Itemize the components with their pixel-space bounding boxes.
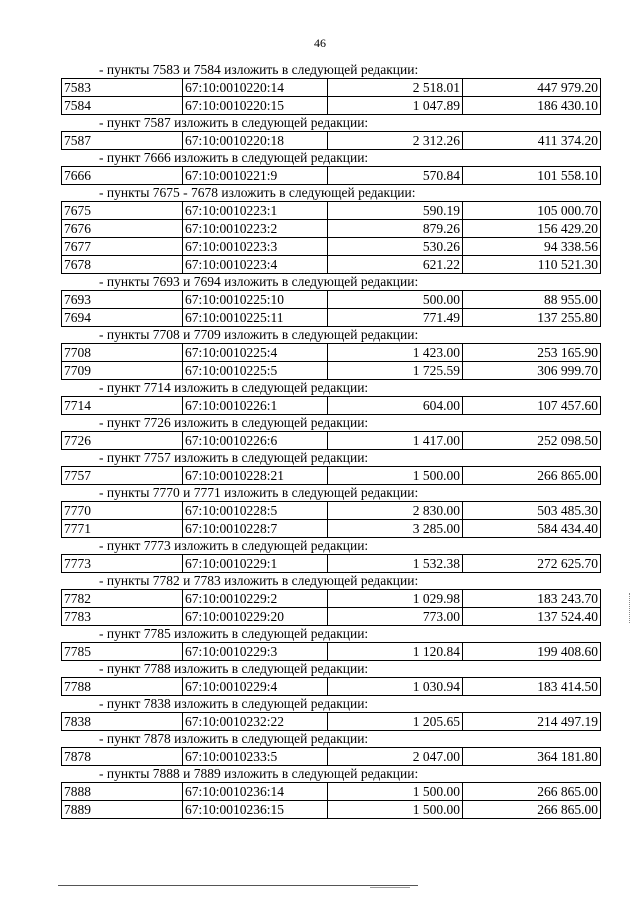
- value-cell: 101 558.10: [463, 167, 601, 185]
- value-cell: 214 497.19: [463, 713, 601, 731]
- table-row: [62, 291, 601, 309]
- item-number-cell: 7583: [62, 79, 183, 97]
- table-row: [62, 256, 601, 274]
- cadastral-number-cell: 67:10:0010225:5: [183, 362, 328, 380]
- item-number-cell: 7785: [62, 643, 183, 661]
- page-number: 46: [314, 36, 326, 50]
- table-row: [62, 79, 601, 97]
- table-row: [62, 783, 601, 801]
- cadastral-number-cell: 67:10:0010223:4: [183, 256, 328, 274]
- table-row: [62, 520, 601, 538]
- section-heading: - пункт 7714 изложить в следующей редакции:: [99, 380, 369, 395]
- value-cell: 183 243.70: [463, 590, 601, 608]
- value-cell: 107 457.60: [463, 397, 601, 415]
- area-cell: 1 500.00: [328, 801, 463, 819]
- item-number-cell: 7584: [62, 97, 183, 115]
- item-number-cell: 7757: [62, 467, 183, 485]
- parcel-table: [61, 396, 601, 415]
- table-row: [62, 502, 601, 520]
- section-heading: - пункт 7838 изложить в следующей редакции:: [99, 696, 369, 711]
- table-row: [62, 220, 601, 238]
- cadastral-number-cell: 67:10:0010229:2: [183, 590, 328, 608]
- footer-rule: [58, 885, 418, 886]
- value-cell: 137 255.80: [463, 309, 601, 327]
- value-cell: 411 374.20: [463, 132, 601, 150]
- parcel-table: [61, 712, 601, 731]
- cadastral-number-cell: 67:10:0010226:6: [183, 432, 328, 450]
- area-cell: 773.00: [328, 608, 463, 626]
- cadastral-number-cell: 67:10:0010223:3: [183, 238, 328, 256]
- cadastral-number-cell: 67:10:0010228:5: [183, 502, 328, 520]
- section-heading: - пункты 7782 и 7783 изложить в следующей редакции:: [99, 573, 419, 588]
- value-cell: 105 000.70: [463, 202, 601, 220]
- item-number-cell: 7783: [62, 608, 183, 626]
- section-heading: - пункт 7788 изложить в следующей редакции:: [99, 661, 369, 676]
- scan-edge-mark: [629, 593, 632, 623]
- area-cell: 1 205.65: [328, 713, 463, 731]
- cadastral-number-cell: 67:10:0010225:10: [183, 291, 328, 309]
- area-cell: 604.00: [328, 397, 463, 415]
- table-row: [62, 678, 601, 696]
- item-number-cell: 7708: [62, 344, 183, 362]
- area-cell: 1 030.94: [328, 678, 463, 696]
- area-cell: 621.22: [328, 256, 463, 274]
- parcel-table: [61, 343, 601, 380]
- value-cell: 156 429.20: [463, 220, 601, 238]
- section-heading: - пункт 7773 изложить в следующей редакции:: [99, 538, 369, 553]
- table-row: [62, 397, 601, 415]
- value-cell: 447 979.20: [463, 79, 601, 97]
- table-row: [62, 362, 601, 380]
- value-cell: 110 521.30: [463, 256, 601, 274]
- table-row: [62, 238, 601, 256]
- item-number-cell: 7677: [62, 238, 183, 256]
- area-cell: 570.84: [328, 167, 463, 185]
- cadastral-number-cell: 67:10:0010233:5: [183, 748, 328, 766]
- value-cell: 503 485.30: [463, 502, 601, 520]
- parcel-table: [61, 431, 601, 450]
- area-cell: 2 312.26: [328, 132, 463, 150]
- section-heading: - пункты 7675 - 7678 изложить в следующей редакции:: [99, 185, 416, 200]
- value-cell: 253 165.90: [463, 344, 601, 362]
- cadastral-number-cell: 67:10:0010236:15: [183, 801, 328, 819]
- cadastral-number-cell: 67:10:0010229:1: [183, 555, 328, 573]
- area-cell: 590.19: [328, 202, 463, 220]
- section-heading: - пункты 7888 и 7889 изложить в следующей редакции:: [99, 766, 419, 781]
- area-cell: 500.00: [328, 291, 463, 309]
- cadastral-number-cell: 67:10:0010220:15: [183, 97, 328, 115]
- area-cell: 1 500.00: [328, 467, 463, 485]
- section-heading: - пункты 7770 и 7771 изложить в следующей редакции:: [99, 485, 419, 500]
- parcel-table: [61, 290, 601, 327]
- area-cell: 3 285.00: [328, 520, 463, 538]
- area-cell: 1 423.00: [328, 344, 463, 362]
- section-heading: - пункты 7708 и 7709 изложить в следующей редакции:: [99, 327, 419, 342]
- table-row: [62, 167, 601, 185]
- parcel-table: [61, 782, 601, 819]
- table-row: [62, 132, 601, 150]
- section-heading: - пункты 7693 и 7694 изложить в следующей редакции:: [99, 274, 419, 289]
- value-cell: 199 408.60: [463, 643, 601, 661]
- table-row: [62, 801, 601, 819]
- value-cell: 183 414.50: [463, 678, 601, 696]
- area-cell: 879.26: [328, 220, 463, 238]
- item-number-cell: 7838: [62, 713, 183, 731]
- cadastral-number-cell: 67:10:0010221:9: [183, 167, 328, 185]
- parcel-table: [61, 642, 601, 661]
- value-cell: 272 625.70: [463, 555, 601, 573]
- parcel-table: [61, 501, 601, 538]
- value-cell: 266 865.00: [463, 783, 601, 801]
- value-cell: 94 338.56: [463, 238, 601, 256]
- section-heading: - пункт 7757 изложить в следующей редакции:: [99, 450, 369, 465]
- parcel-table: [61, 554, 601, 573]
- area-cell: 1 417.00: [328, 432, 463, 450]
- parcel-table: [61, 747, 601, 766]
- area-cell: 1 029.98: [328, 590, 463, 608]
- area-cell: 1 532.38: [328, 555, 463, 573]
- area-cell: 1 725.59: [328, 362, 463, 380]
- parcel-table: [61, 78, 601, 115]
- area-cell: 1 500.00: [328, 783, 463, 801]
- item-number-cell: 7726: [62, 432, 183, 450]
- value-cell: 266 865.00: [463, 801, 601, 819]
- value-cell: 364 181.80: [463, 748, 601, 766]
- parcel-table: [61, 131, 601, 150]
- table-row: [62, 202, 601, 220]
- item-number-cell: 7878: [62, 748, 183, 766]
- table-row: [62, 309, 601, 327]
- section-heading: - пункт 7587 изложить в следующей редакции:: [99, 115, 369, 130]
- cadastral-number-cell: 67:10:0010220:18: [183, 132, 328, 150]
- table-row: [62, 432, 601, 450]
- item-number-cell: 7888: [62, 783, 183, 801]
- area-cell: 2 830.00: [328, 502, 463, 520]
- item-number-cell: 7714: [62, 397, 183, 415]
- value-cell: 584 434.40: [463, 520, 601, 538]
- area-cell: 1 120.84: [328, 643, 463, 661]
- cadastral-number-cell: 67:10:0010229:20: [183, 608, 328, 626]
- item-number-cell: 7773: [62, 555, 183, 573]
- item-number-cell: 7694: [62, 309, 183, 327]
- cadastral-number-cell: 67:10:0010228:7: [183, 520, 328, 538]
- parcel-table: [61, 166, 601, 185]
- parcel-table: [61, 466, 601, 485]
- table-row: [62, 713, 601, 731]
- cadastral-number-cell: 67:10:0010226:1: [183, 397, 328, 415]
- cadastral-number-cell: 67:10:0010225:11: [183, 309, 328, 327]
- section-heading: - пункт 7785 изложить в следующей редакции:: [99, 626, 369, 641]
- cadastral-number-cell: 67:10:0010228:21: [183, 467, 328, 485]
- cadastral-number-cell: 67:10:0010223:2: [183, 220, 328, 238]
- footer-rule-fragment: [370, 887, 410, 888]
- value-cell: 266 865.00: [463, 467, 601, 485]
- section-heading: - пункт 7666 изложить в следующей редакции:: [99, 150, 369, 165]
- value-cell: 137 524.40: [463, 608, 601, 626]
- item-number-cell: 7676: [62, 220, 183, 238]
- table-row: [62, 643, 601, 661]
- value-cell: 306 999.70: [463, 362, 601, 380]
- table-row: [62, 344, 601, 362]
- section-heading: - пункты 7583 и 7584 изложить в следующей редакции:: [99, 62, 419, 77]
- item-number-cell: 7771: [62, 520, 183, 538]
- cadastral-number-cell: 67:10:0010225:4: [183, 344, 328, 362]
- table-row: [62, 748, 601, 766]
- parcel-table: [61, 677, 601, 696]
- document-body: [61, 62, 601, 819]
- item-number-cell: 7666: [62, 167, 183, 185]
- value-cell: 252 098.50: [463, 432, 601, 450]
- item-number-cell: 7889: [62, 801, 183, 819]
- cadastral-number-cell: 67:10:0010232:22: [183, 713, 328, 731]
- value-cell: 186 430.10: [463, 97, 601, 115]
- area-cell: 1 047.89: [328, 97, 463, 115]
- table-row: [62, 97, 601, 115]
- cadastral-number-cell: 67:10:0010220:14: [183, 79, 328, 97]
- item-number-cell: 7709: [62, 362, 183, 380]
- area-cell: 771.49: [328, 309, 463, 327]
- table-row: [62, 590, 601, 608]
- item-number-cell: 7693: [62, 291, 183, 309]
- table-row: [62, 555, 601, 573]
- item-number-cell: 7587: [62, 132, 183, 150]
- section-heading: - пункт 7726 изложить в следующей редакции:: [99, 415, 369, 430]
- value-cell: 88 955.00: [463, 291, 601, 309]
- item-number-cell: 7788: [62, 678, 183, 696]
- table-row: [62, 608, 601, 626]
- parcel-table: [61, 201, 601, 274]
- cadastral-number-cell: 67:10:0010236:14: [183, 783, 328, 801]
- cadastral-number-cell: 67:10:0010229:4: [183, 678, 328, 696]
- table-row: [62, 467, 601, 485]
- item-number-cell: 7678: [62, 256, 183, 274]
- item-number-cell: 7782: [62, 590, 183, 608]
- area-cell: 530.26: [328, 238, 463, 256]
- area-cell: 2 047.00: [328, 748, 463, 766]
- section-heading: - пункт 7878 изложить в следующей редакции:: [99, 731, 369, 746]
- cadastral-number-cell: 67:10:0010229:3: [183, 643, 328, 661]
- area-cell: 2 518.01: [328, 79, 463, 97]
- item-number-cell: 7675: [62, 202, 183, 220]
- item-number-cell: 7770: [62, 502, 183, 520]
- cadastral-number-cell: 67:10:0010223:1: [183, 202, 328, 220]
- parcel-table: [61, 589, 601, 626]
